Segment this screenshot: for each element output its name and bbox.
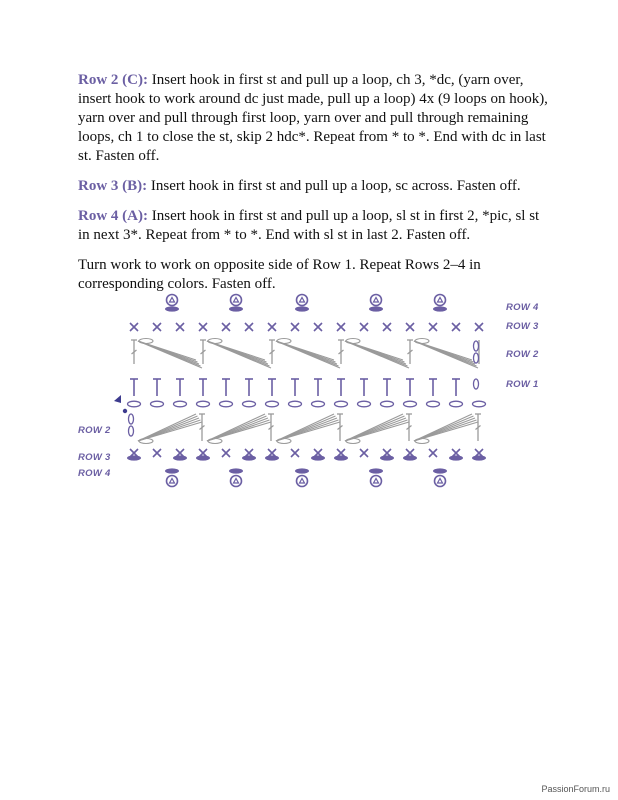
turn-text: Turn work to work on opposite side of Row 1. Repeat Rows 2–4 in corresponding colors. Fasten off. — [78, 257, 481, 292]
slip-stitch-mark — [449, 455, 463, 460]
single-crochet-symbol — [383, 323, 391, 331]
slip-stitch-mark — [334, 455, 348, 460]
chain-stitch-symbol — [151, 401, 164, 407]
picot-symbol — [435, 476, 446, 487]
chain-stitch-symbol — [358, 401, 371, 407]
slip-stitch-mark — [369, 468, 383, 473]
start-dot-icon — [123, 409, 127, 413]
watermark: PassionForum.ru — [541, 784, 610, 794]
slip-stitch-mark — [165, 468, 179, 473]
picot-triangle — [374, 479, 379, 484]
single-crochet-symbol — [222, 323, 230, 331]
chain-stitch-symbol — [129, 414, 134, 424]
cluster-stitch-strand — [138, 341, 202, 368]
single-crochet-symbol — [360, 449, 368, 457]
single-crochet-symbol — [429, 449, 437, 457]
cluster-chain-oval — [415, 439, 429, 444]
picot-symbol — [231, 295, 242, 306]
chain-stitch-symbol — [450, 401, 463, 407]
cluster-stitch-strand — [207, 341, 271, 368]
single-crochet-symbol — [291, 323, 299, 331]
single-crochet-symbol — [429, 323, 437, 331]
picot-symbol — [231, 476, 242, 487]
cluster-chain-oval — [139, 439, 153, 444]
chain-stitch-symbol — [474, 341, 479, 351]
cluster-chain-oval — [208, 439, 222, 444]
picot-symbol — [297, 295, 308, 306]
cluster-chain-oval — [346, 339, 360, 344]
slip-stitch-mark — [165, 306, 179, 311]
single-crochet-symbol — [268, 323, 276, 331]
chain-stitch-symbol — [174, 401, 187, 407]
single-crochet-symbol — [337, 323, 345, 331]
picot-symbol — [371, 476, 382, 487]
single-crochet-symbol — [475, 323, 483, 331]
chain-stitch-symbol — [197, 401, 210, 407]
chain-stitch-symbol — [266, 401, 279, 407]
left-label-row2: ROW 2 — [78, 425, 111, 436]
picot-symbol — [371, 295, 382, 306]
picot-triangle — [374, 298, 379, 303]
chain-stitch-symbol — [474, 353, 479, 363]
slip-stitch-mark — [196, 455, 210, 460]
single-crochet-symbol — [452, 323, 460, 331]
single-crochet-symbol — [176, 323, 184, 331]
picot-triangle — [438, 298, 443, 303]
picot-triangle — [234, 298, 239, 303]
cluster-stitch-strand — [414, 341, 478, 368]
single-crochet-symbol — [199, 323, 207, 331]
slip-stitch-mark — [295, 468, 309, 473]
pattern-instructions — [78, 71, 548, 305]
picot-symbol — [167, 295, 178, 306]
stitch-symbols — [114, 295, 486, 487]
right-label-row2: ROW 2 — [506, 349, 539, 360]
row2-label: Row 2 (C): — [78, 72, 148, 88]
chain-stitch-symbol — [289, 401, 302, 407]
chain-stitch-symbol — [474, 379, 479, 389]
slip-stitch-mark — [173, 455, 187, 460]
right-label-row1: ROW 1 — [506, 379, 539, 390]
cluster-chain-oval — [277, 439, 291, 444]
chain-stitch-symbol — [243, 401, 256, 407]
slip-stitch-mark — [380, 455, 394, 460]
picot-triangle — [170, 298, 175, 303]
chain-stitch-symbol — [381, 401, 394, 407]
single-crochet-symbol — [222, 449, 230, 457]
single-crochet-symbol — [291, 449, 299, 457]
slip-stitch-mark — [472, 455, 486, 460]
row3-instruction — [78, 177, 548, 196]
row3-text: Insert hook in first st and pull up a loop, sc across. Fasten off. — [147, 178, 521, 194]
slip-stitch-mark — [433, 468, 447, 473]
cluster-chain-oval — [277, 339, 291, 344]
cluster-stitch-strand — [276, 341, 340, 368]
single-crochet-symbol — [153, 323, 161, 331]
chain-stitch-symbol — [129, 426, 134, 436]
cluster-chain-oval — [415, 339, 429, 344]
slip-stitch-mark — [229, 306, 243, 311]
crochet-stitch-diagram — [0, 286, 618, 506]
slip-stitch-mark — [242, 455, 256, 460]
right-label-row4: ROW 4 — [506, 302, 539, 313]
left-label-row3: ROW 3 — [78, 452, 111, 463]
slip-stitch-mark — [369, 306, 383, 311]
chain-stitch-symbol — [312, 401, 325, 407]
picot-triangle — [300, 479, 305, 484]
chain-stitch-symbol — [220, 401, 233, 407]
cluster-chain-oval — [139, 339, 153, 344]
row4-text: Insert hook in first st and pull up a loop, sl st in first 2, *pic, sl st in next 3*. Repeat from * to *. End with sl st in last 2. Fasten off. — [78, 208, 540, 243]
chain-stitch-symbol — [128, 401, 141, 407]
chain-stitch-symbol — [335, 401, 348, 407]
row4-instruction — [78, 207, 548, 245]
row2-text: Insert hook in first st and pull up a loop, ch 3, *dc, (yarn over, insert hook to work around dc just made, pull up a loop) 4x (9 loops on hook), yarn over and pull through first loop, yarn over and pull through remaining loops, ch 1 to close the st, skip 2 hdc*. Repeat from * to *. End with dc in last st. Fasten off. — [78, 72, 548, 164]
single-crochet-symbol — [314, 323, 322, 331]
chain-stitch-symbol — [427, 401, 440, 407]
picot-triangle — [170, 479, 175, 484]
picot-triangle — [234, 479, 239, 484]
slip-stitch-mark — [403, 455, 417, 460]
cluster-chain-oval — [346, 439, 360, 444]
picot-symbol — [435, 295, 446, 306]
picot-symbol — [167, 476, 178, 487]
cluster-chain-oval — [208, 339, 222, 344]
slip-stitch-mark — [229, 468, 243, 473]
slip-stitch-mark — [311, 455, 325, 460]
chain-stitch-symbol — [473, 401, 486, 407]
chain-stitch-symbol — [404, 401, 417, 407]
slip-stitch-mark — [295, 306, 309, 311]
picot-triangle — [300, 298, 305, 303]
picot-triangle — [438, 479, 443, 484]
slip-stitch-mark — [127, 455, 141, 460]
row3-label: Row 3 (B): — [78, 178, 148, 194]
slip-stitch-mark — [265, 455, 279, 460]
left-label-row4: ROW 4 — [78, 468, 111, 479]
single-crochet-symbol — [130, 323, 138, 331]
picot-symbol — [297, 476, 308, 487]
single-crochet-symbol — [360, 323, 368, 331]
single-crochet-symbol — [245, 323, 253, 331]
start-arrow-icon — [114, 395, 121, 403]
row2-instruction — [78, 71, 548, 166]
right-label-row3: ROW 3 — [506, 321, 539, 332]
single-crochet-symbol — [406, 323, 414, 331]
row4-label: Row 4 (A): — [78, 208, 148, 224]
slip-stitch-mark — [433, 306, 447, 311]
single-crochet-symbol — [153, 449, 161, 457]
cluster-stitch-strand — [345, 341, 409, 368]
